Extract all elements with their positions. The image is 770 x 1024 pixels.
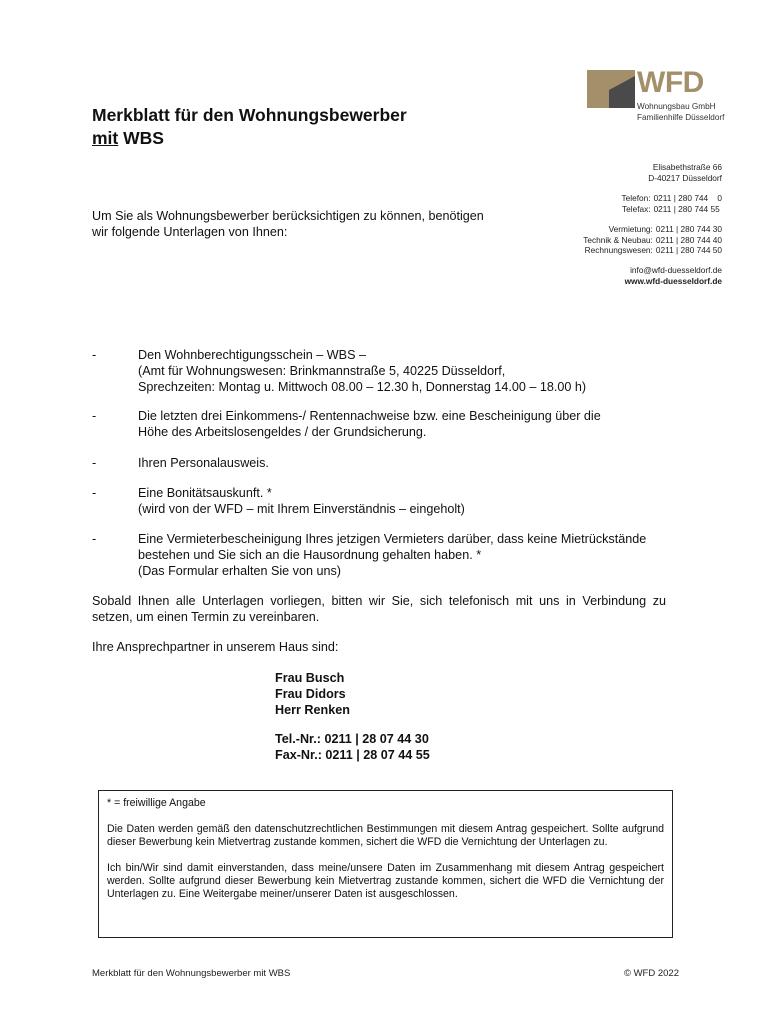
- item-line: Die letzten drei Einkommens-/ Rentennachweise bzw. eine Bescheinigung über die: [138, 409, 601, 423]
- item-line: Höhe des Arbeitslosengeldes / der Grundsicherung.: [138, 425, 427, 439]
- phone-row: [622, 193, 723, 204]
- list-dash: -: [92, 456, 97, 470]
- item-line: (Amt für Wohnungswesen: Brinkmannstraße 5, 40225 Düsseldorf,: [138, 364, 506, 378]
- item-line: Den Wohnberechtigungsschein – WBS –: [138, 348, 366, 362]
- logo-sub-1: Wohnungsbau GmbH: [637, 102, 716, 111]
- list-dash: -: [92, 409, 97, 423]
- department-value: 0211 | 280 744 50: [655, 245, 722, 255]
- address-city: D-40217 Düsseldorf: [648, 172, 722, 183]
- phone-block: [622, 193, 723, 214]
- footer-right: © WFD 2022: [623, 968, 679, 979]
- fax-label: Telefax:: [621, 203, 651, 214]
- title-underlined-word: mit: [92, 128, 119, 148]
- company-address: [648, 162, 722, 183]
- document-title: [92, 104, 407, 150]
- footer-left: Merkblatt für den Wohnungsbewerber mit WBS: [92, 968, 291, 979]
- email-link[interactable]: info@wfd-duesseldorf.de: [630, 265, 722, 275]
- item-line: (wird von der WFD – mit Ihrem Einverständnis – eingeholt): [138, 502, 465, 516]
- privacy-notice-box: [98, 790, 673, 938]
- website-link[interactable]: www.wfd-duesseldorf.de: [624, 275, 722, 286]
- contact-request-paragraph: Sobald Ihnen alle Unterlagen vorliegen, bitten wir Sie, sich telefonisch mit uns in Verbindung zu setzen, um einen Termin zu vereinbaren.: [92, 594, 666, 624]
- item-line: Sprechzeiten: Montag u. Mittwoch 08.00 – 12.30 h, Donnerstag 14.00 – 18.00 h): [138, 380, 587, 394]
- department-value: 0211 | 280 744 30: [655, 224, 722, 234]
- intro-text: Um Sie als Wohnungsbewerber berücksichtigen zu können, benötigen wir folgende Unterlagen von Ihnen:: [92, 209, 484, 239]
- partner-name: Frau Busch: [275, 671, 345, 685]
- partner-phone: Tel.-Nr.: 0211 | 28 07 44 30: [275, 732, 429, 746]
- item-line: Eine Vermieterbescheinigung Ihres jetzigen Vermieters darüber, dass keine Mietrückstände bestehen und Sie sich an die Hausordnung gehalten haben. *: [138, 532, 647, 562]
- phone-label: Telefon:: [621, 193, 651, 203]
- department-row: [583, 235, 722, 246]
- title-line-2-rest: WBS: [118, 128, 164, 148]
- department-value: 0211 | 280 744 40: [655, 234, 722, 245]
- list-item: [92, 531, 666, 579]
- list-item: [92, 347, 666, 395]
- phone-value: 0211 | 280 744 0: [653, 193, 722, 203]
- online-contact: [625, 265, 722, 286]
- logo-subtitle: [637, 101, 724, 123]
- list-dash: -: [92, 348, 97, 362]
- logo-brand: WFD: [637, 66, 704, 99]
- voluntary-note: * = freiwillige Angabe: [107, 797, 206, 809]
- department-label: Vermietung:: [608, 224, 653, 234]
- wfd-logo-icon: [587, 70, 635, 108]
- department-row: [583, 224, 722, 235]
- list-item: [92, 408, 666, 440]
- partner-name: Frau Didors: [275, 687, 346, 701]
- department-block: [583, 224, 722, 256]
- privacy-paragraph-1: Die Daten werden gemäß den datenschutzrechtlichen Bestimmungen mit diesem Antrag gespeichert. Sollte aufgrund dieser Bewerbung kein Mietvertrag zustande kommen, sichert die WFD die Vernichtung der Unterlagen zu.: [107, 823, 664, 848]
- partner-list: [275, 670, 350, 718]
- partner-name: Herr Renken: [275, 703, 350, 717]
- title-line-2: [92, 127, 407, 150]
- list-dash: -: [92, 486, 97, 500]
- department-label: Rechnungswesen:: [584, 245, 653, 255]
- partner-fax: Fax-Nr.: 0211 | 28 07 44 55: [275, 748, 430, 762]
- department-row: [583, 245, 722, 256]
- list-item: [92, 455, 666, 471]
- item-line: Ihren Personalausweis.: [138, 456, 269, 470]
- item-line: Eine Bonitätsauskunft. *: [138, 486, 272, 500]
- department-label: Technik & Neubau:: [583, 234, 653, 245]
- fax-value: 0211 | 280 744 55: [653, 203, 720, 214]
- fax-row: [622, 204, 723, 215]
- item-line: (Das Formular erhalten Sie von uns): [138, 564, 341, 578]
- address-street: Elisabethstraße 66: [652, 162, 722, 172]
- privacy-paragraph-2: Ich bin/Wir sind damit einverstanden, dass meine/unsere Daten im Zusammenhang mit diesem Antrag gespeichert werden. Sollte aufgrund dieser Bewerbung kein Mietvertrag zustande kommen, sichert die WFD die Vernichtung der Unterlagen zu. Eine Weitergabe meiner/unserer Daten ist ausgeschlossen.: [107, 862, 664, 900]
- title-line-1: Merkblatt für den Wohnungsbewerber: [92, 105, 407, 125]
- list-item: [92, 485, 666, 517]
- partner-numbers: [275, 731, 430, 763]
- logo-sub-2: Familienhilfe Düsseldorf: [637, 113, 725, 122]
- list-dash: -: [92, 532, 97, 546]
- partners-intro: Ihre Ansprechpartner in unserem Haus sind:: [92, 640, 339, 654]
